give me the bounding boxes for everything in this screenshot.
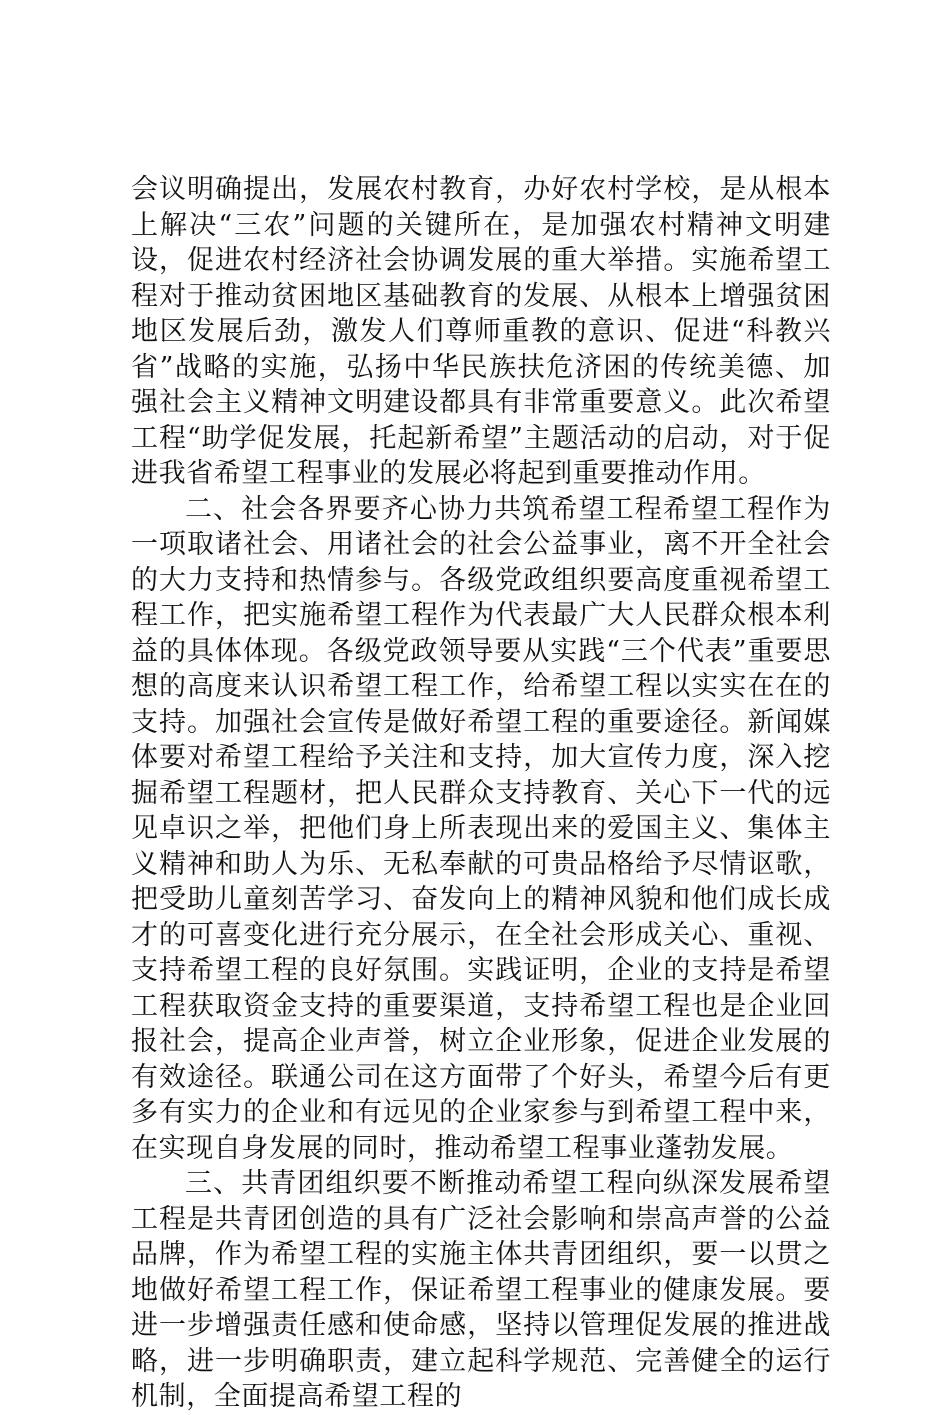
paragraph-section-three: 三、共青团组织要不断推动希望工程向纵深发展希望工程是共青团创造的具有广泛社会影响和崇高声誉的公益品牌，作为希望工程的实施主体共青团组织，要一以贯之地做好希望工程工作，保证希望工程事业的健康发展。要进一步增强责任感和使命感，坚持以管理促发展的推进战略，进一步明确职责，建立起科学规范、完善健全的运行机制，全面提高希望工程的 bbox=[131, 1168, 831, 1412]
document-body bbox=[131, 172, 831, 1415]
paragraph-section-two: 二、社会各界要齐心协力共筑希望工程希望工程作为一项取诸社会、用诸社会的社会公益事业，离不开全社会的大力支持和热情参与。各级党政组织要高度重视希望工程工作，把实施希望工程作为代表最广大人民群众根本利益的具体体现。各级党政领导要从实践“三个代表”重要思想的高度来认识希望工程工作，给希望工程以实实在在的支持。加强社会宣传是做好希望工程的重要途径。新闻媒体要对希望工程给予关注和支持，加大宣传力度，深入挖掘希望工程题材，把人民群众支持教育、关心下一代的远见卓识之举，把他们身上所表现出来的爱国主义、集体主义精神和助人为乐、无私奉献的可贵品格给予尽情讴歌，把受助儿童刻苦学习、奋发向上的精神风貌和他们成长成才的可喜变化进行充分展示，在全社会形成关心、重视、支持希望工程的良好氛围。实践证明，企业的支持是希望工程获取资金支持的重要渠道，支持希望工程也是企业回报社会，提高企业声誉，树立企业形象，促进企业发展的有效途径。联通公司在这方面带了个好头，希望今后有更多有实力的企业和有远见的企业家参与到希望工程中来，在实现自身发展的同时，推动希望工程事业蓬勃发展。 bbox=[131, 493, 831, 1164]
paragraph-continuation: 会议明确提出，发展农村教育，办好农村学校，是从根本上解决“三农”问题的关键所在，是加强农村精神文明建设，促进农村经济社会协调发展的重大举措。实施希望工程对于推动贫困地区基础教育的发展、从根本上增强贫困地区发展后劲，激发人们尊师重教的意识、促进“科教兴省”战略的实施，弘扬中华民族扶危济困的传统美德、加强社会主义精神文明建设都具有非常重要意义。此次希望工程“助学促发展，托起新希望”主题活动的启动，对于促进我省希望工程事业的发展必将起到重要推动作用。 bbox=[131, 174, 831, 489]
